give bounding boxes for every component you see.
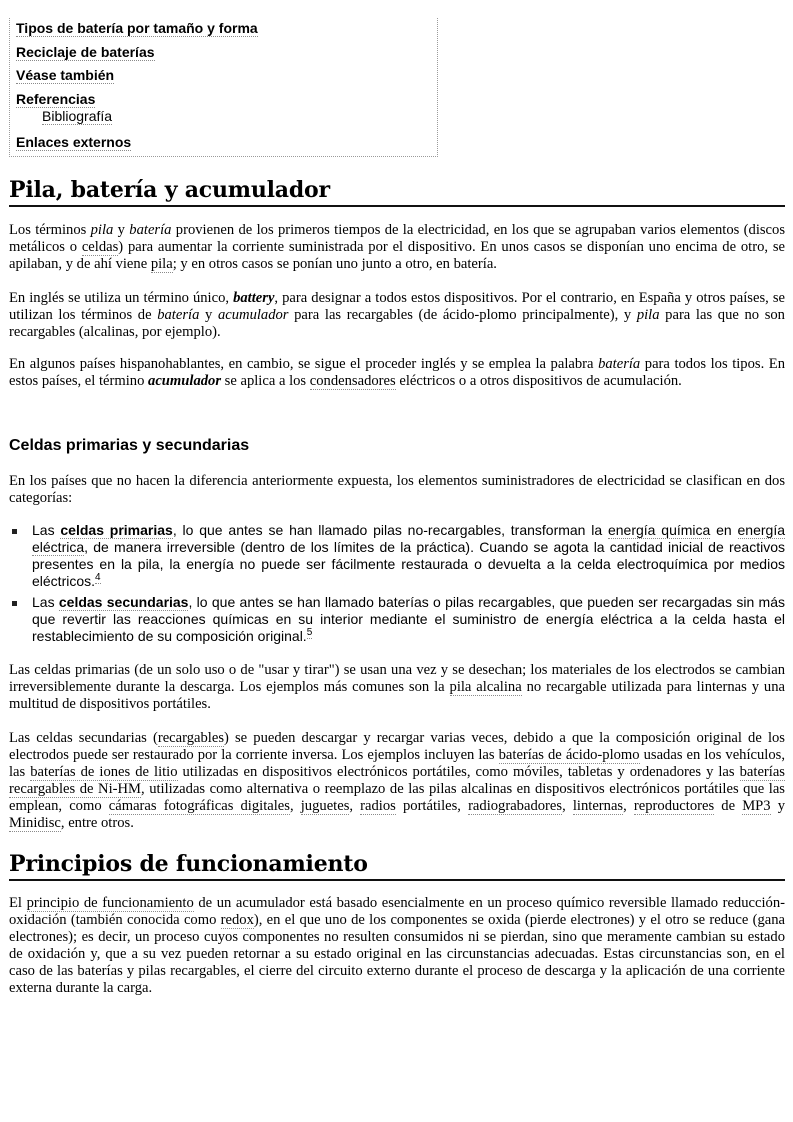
text: de (714, 798, 743, 814)
text: no recargable utilizada para linternas y una multitud de dispositivos portátiles. (9, 679, 785, 712)
link-energia-quimica[interactable]: energía química (607, 522, 711, 538)
strong-acumulador: acumulador (148, 373, 222, 389)
text: provienen de los primeros tiempos de la electricidad, en los que se agrupaban varios elementos (discos metálicos o (9, 222, 786, 255)
bullet-icon (12, 601, 17, 606)
text: Las celdas secundarias ( (9, 730, 158, 746)
link-mp3[interactable]: MP3 (742, 798, 771, 814)
link-recargables[interactable]: recargables (157, 730, 225, 746)
text: ), en el que uno de los componentes se oxida (pierde electrones) y el otro se reduce (gana electrones); es decir, un proceso cuyos componentes no resulten consumidos ni se pierdan, sino que meramente cambian su estado de oxidación y, que a su vez pueden retornar a su estado original en las circunstancias adecuadas. Estas circunstancias son, en el caso de las baterías y pilas recargables, el cierre del circuito externo durante el proceso de descarga y la aplicación de una corriente externa durante la carga. (9, 912, 786, 996)
link-celdas[interactable]: celdas (81, 239, 119, 255)
link-principio-funcionamiento[interactable]: principio de funcionamiento (26, 895, 194, 911)
emphasis-bateria: batería (598, 356, 641, 372)
text: , (562, 798, 573, 814)
link-baterias-ni-hm[interactable]: baterías recargables de Ni-HM (9, 764, 785, 797)
text: Los términos (9, 222, 91, 238)
link-linternas[interactable]: linternas (572, 798, 624, 814)
text: y (113, 222, 130, 238)
link-reproductores[interactable]: reproductores (633, 798, 715, 814)
link-baterias-iones-litio[interactable]: baterías de iones de litio (30, 764, 178, 780)
section-heading-principios: Principios de funcionamiento (9, 850, 785, 881)
link-redox[interactable]: redox (220, 912, 254, 928)
link-pila-alcalina[interactable]: pila alcalina (449, 679, 522, 695)
link-celdas-secundarias[interactable]: celdas secundarias (58, 594, 189, 610)
table-of-contents (9, 18, 438, 157)
text: , (623, 798, 634, 814)
text: , lo que antes se han llamado pilas no-recargables, transforman la (172, 522, 608, 538)
text: , (289, 798, 301, 814)
paragraph-ingles (9, 290, 785, 341)
text: y (199, 307, 218, 323)
paragraph-principio-funcionamiento (9, 895, 785, 997)
link-celdas-primarias[interactable]: celdas primarias (60, 522, 173, 538)
list-item-celdas-secundarias (9, 594, 785, 645)
text: para las recargables (de ácido-plomo principalmente), y (288, 307, 637, 323)
footnote-ref-4[interactable]: 4 (95, 572, 101, 583)
toc-item-vease-tambien[interactable]: Véase también (16, 67, 115, 83)
text: para todos los tipos. En estos países, el término (9, 356, 785, 389)
paragraph-celdas-primarias (9, 662, 785, 713)
bullet-icon (12, 529, 17, 534)
text: , (349, 798, 361, 814)
text: , para designar a todos estos dispositivos. Por el contrario, en España y otros países, se utilizan los términos de (9, 290, 785, 323)
text: para las que no son recargables (alcalinas, por ejemplo). (9, 307, 785, 340)
toc-item-enlaces-externos[interactable]: Enlaces externos (16, 134, 132, 150)
link-radiograbadores[interactable]: radiograbadores (468, 798, 563, 814)
celdas-list (9, 522, 785, 649)
text: utilizadas en dispositivos electrónicos portátiles, como móviles, tabletas y ordenadores y las (177, 764, 740, 780)
emphasis-bateria: batería (157, 307, 200, 323)
link-camaras-digitales[interactable]: cámaras fotográficas digitales (108, 798, 290, 814)
paragraph-hispanohablantes (9, 356, 785, 390)
link-condensadores[interactable]: condensadores (309, 373, 396, 389)
link-minidisc[interactable]: Minidisc (9, 815, 61, 831)
section-heading-pila-bateria: Pila, batería y acumulador (9, 176, 785, 207)
text: Las (32, 522, 61, 538)
toc-item-reciclaje[interactable]: Reciclaje de baterías (16, 44, 155, 60)
text: portátiles, (395, 798, 469, 814)
text: , entre otros. (60, 815, 134, 831)
text: En inglés se utiliza un término único, (9, 290, 234, 306)
text: Las celdas primarias (de un solo uso o de "usar y tirar") se usan una vez y se desechan; los materiales de los electrodos se cambian irreversiblemente durante la descarga. Los ejemplos más comunes son la (9, 662, 785, 695)
emphasis-bateria: batería (129, 222, 172, 238)
paragraph-terminos (9, 222, 785, 273)
list-item-celdas-primarias (9, 522, 785, 590)
text: de un acumulador está basado esencialmente en un proceso químico reversible llamado reducción-oxidación (también conocida como (9, 895, 785, 928)
link-baterias-acido-plomo[interactable]: baterías de ácido-plomo (498, 747, 640, 763)
text: , de manera irreversible (dentro de los límites de la práctica). Cuando se agota la cantidad inicial de reactivos presentes en la pila, la energía no puede ser fácilmente restaurada o devuelta a la celda electroquímica por medios eléctricos. (32, 539, 785, 589)
text: eléctricos o a otros dispositivos de acumulación. (395, 373, 682, 389)
emphasis-pila: pila (636, 307, 660, 323)
text: , lo que antes se han llamado baterías o pilas recargables, que pueden ser recargadas sin más que revertir las reacciones químicas en su interior mediante el suministro de energía eléctrica a la celda hasta el restablecimiento de su composición original. (32, 594, 785, 644)
text: y (770, 798, 786, 814)
emphasis-acumulador: acumulador (217, 307, 289, 323)
text: Las (32, 594, 59, 610)
text: usadas en los vehículos, las (9, 747, 785, 780)
text: El (9, 895, 27, 911)
strong-battery: battery (233, 290, 275, 306)
link-juguetes[interactable]: juguetes (300, 798, 350, 814)
text: En algunos países hispanohablantes, en cambio, se sigue el proceder inglés y se emplea la palabra (9, 356, 599, 372)
text: ) para aumentar la corriente suministrada por el dispositivo. En unos casos se disponían uno encima de otro, se apilaban, y de ahí viene (9, 239, 785, 272)
text: en (710, 522, 738, 538)
text: ) se pueden descargar y recargar varias veces, debido a que la composición original de los electrodos puede ser restaurado por la corriente inversa. Los ejemplos incluyen las (9, 730, 785, 763)
link-pila[interactable]: pila (150, 256, 173, 272)
link-energia-electrica[interactable]: energía eléctrica (32, 522, 785, 555)
paragraph-intro-celdas: En los países que no hacen la diferencia anteriormente expuesta, los elementos suministradores de electricidad se clasifican en dos categorías: (9, 473, 785, 506)
footnote-ref-5[interactable]: 5 (306, 627, 313, 638)
toc-item-tipos-bateria[interactable]: Tipos de batería por tamaño y forma (16, 20, 258, 36)
text: ; y en otros casos se ponían uno junto a otro, en batería. (172, 256, 497, 272)
link-radios[interactable]: radios (360, 798, 396, 814)
toc-item-referencias[interactable]: Referencias (16, 91, 96, 107)
subsection-heading-celdas: Celdas primarias y secundarias (9, 437, 250, 454)
toc-item-bibliografia[interactable]: Bibliografía (42, 108, 113, 124)
paragraph-celdas-secundarias (9, 730, 785, 832)
text: se aplica a los (221, 373, 310, 389)
emphasis-pila: pila (90, 222, 114, 238)
text: , utilizadas como alternativa o reemplazo de las pilas alcalinas en dispositivos electrónicos portátiles que las emplean, como (9, 781, 785, 814)
